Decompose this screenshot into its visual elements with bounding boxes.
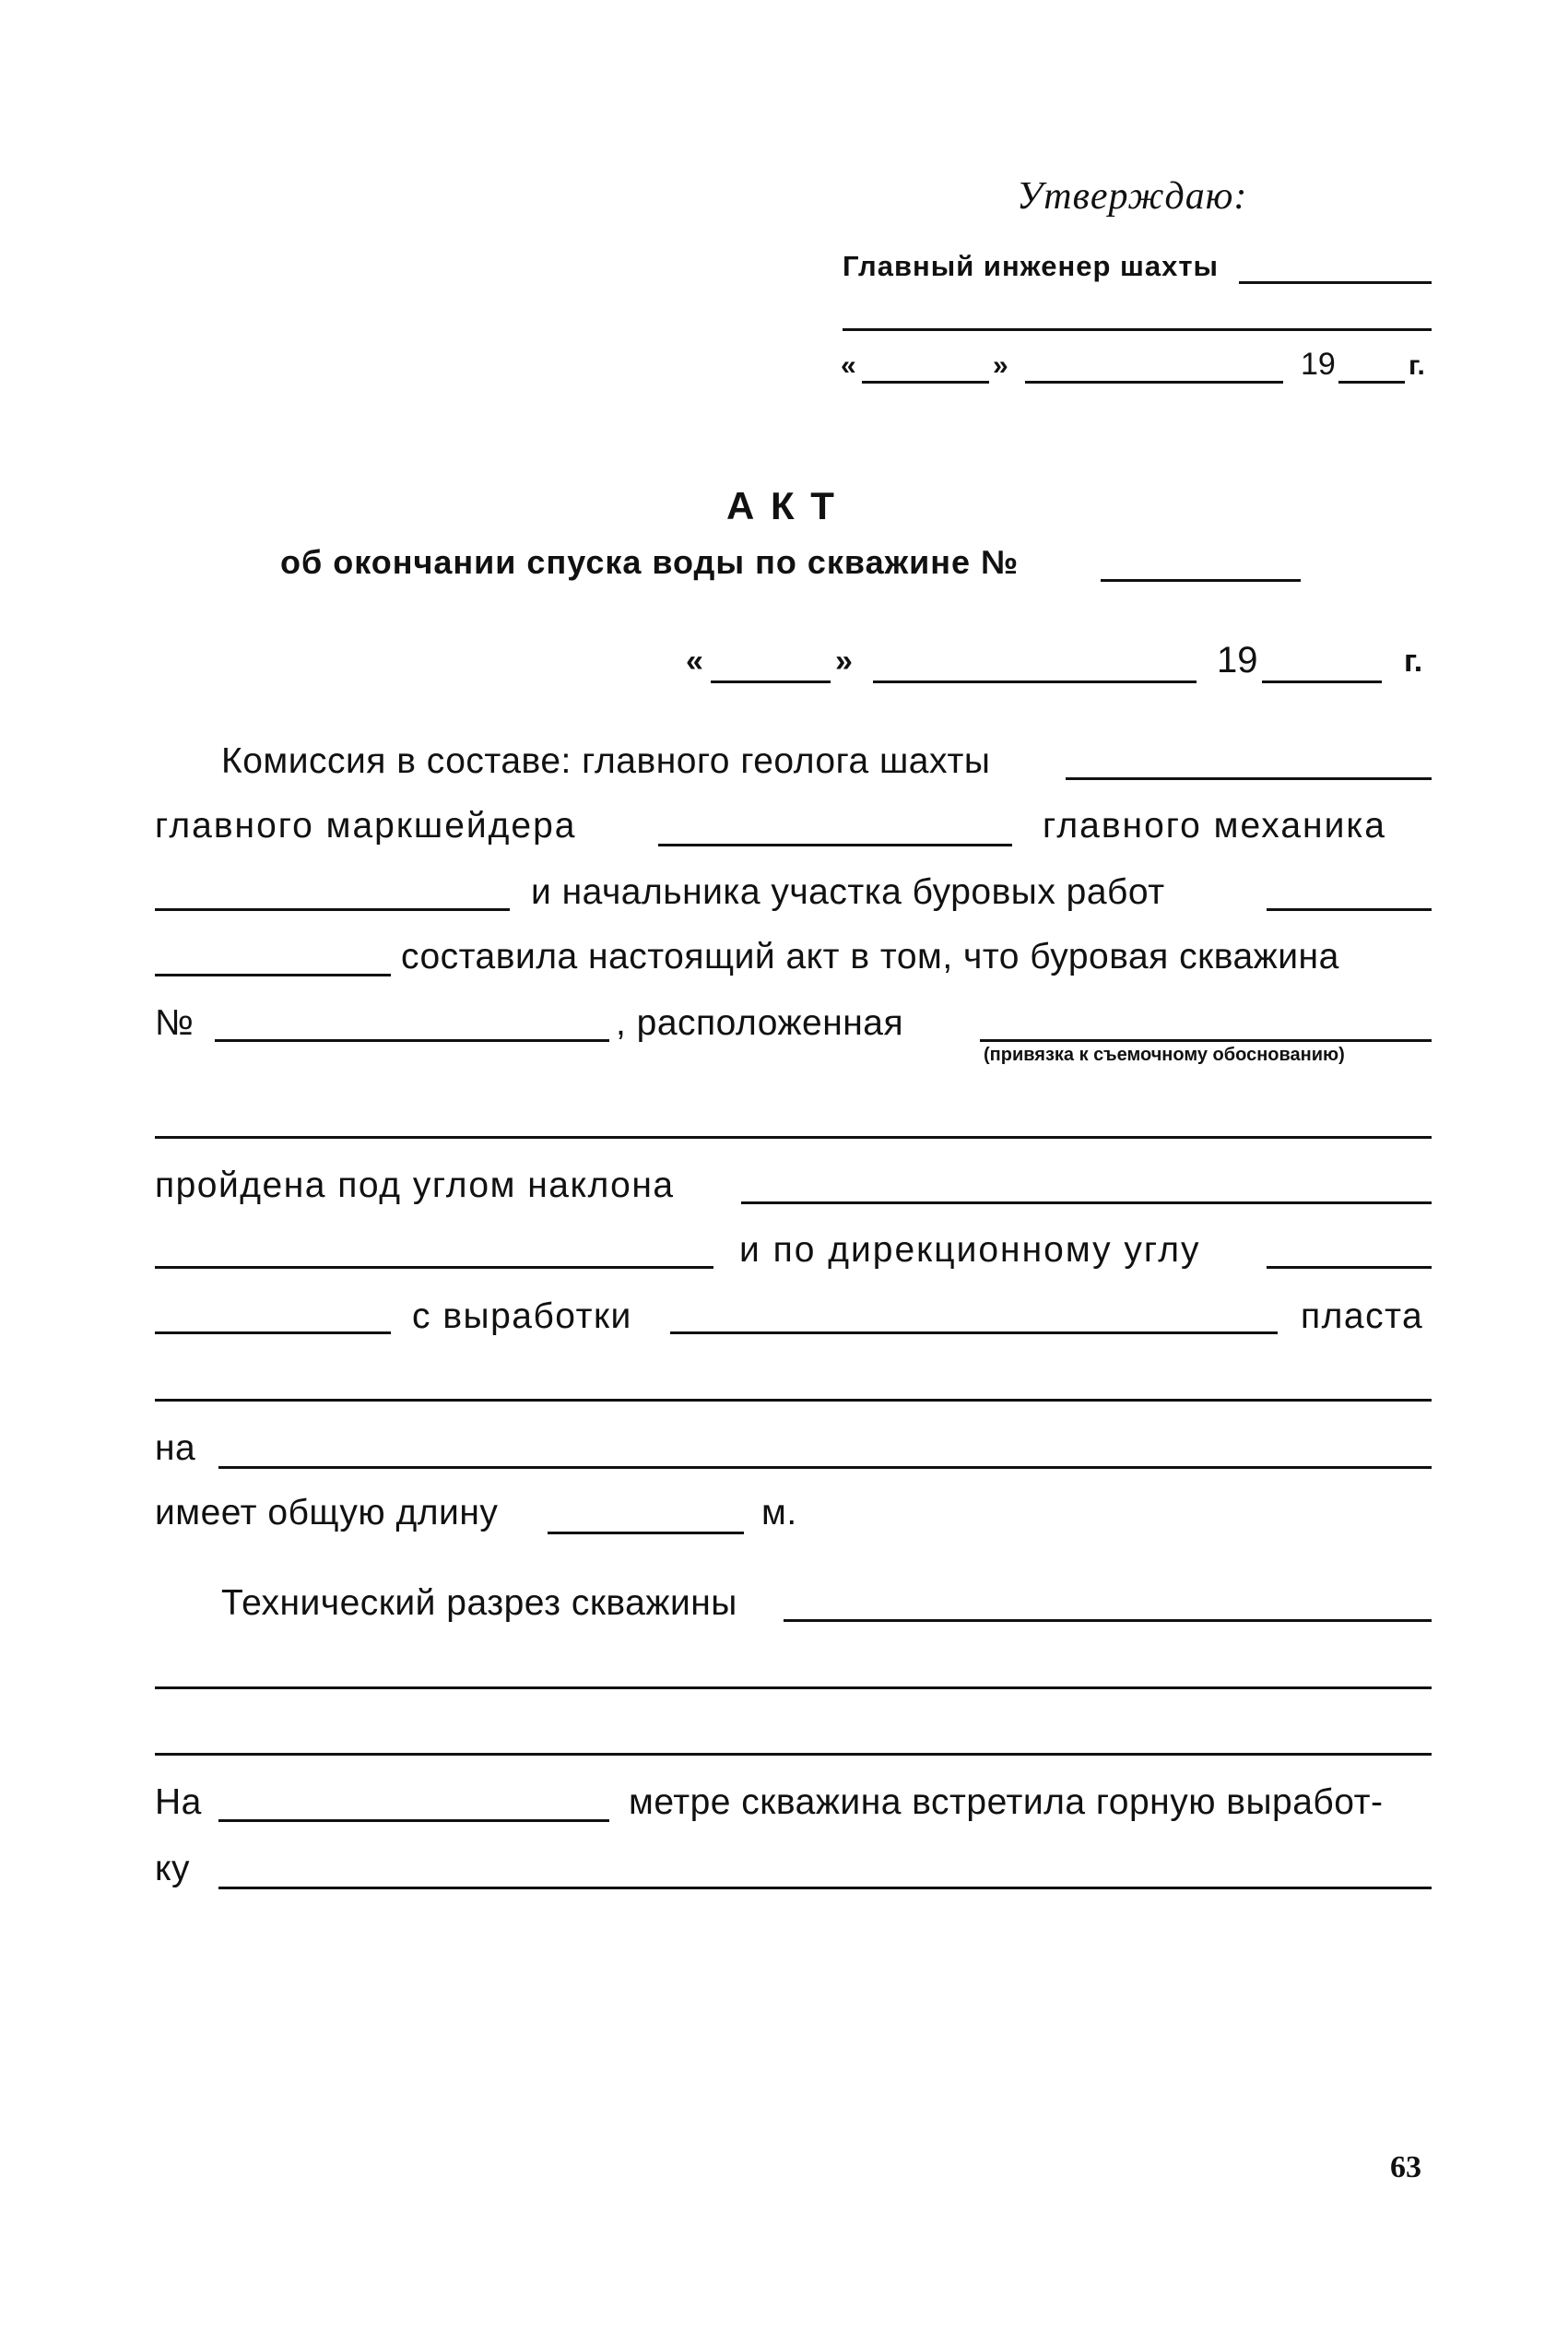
total-length-field[interactable] xyxy=(548,1532,744,1534)
meter-label: На xyxy=(155,1782,202,1822)
technical-section-field-2[interactable] xyxy=(155,1686,1432,1689)
drilling-head-label: и начальника участка буровых работ xyxy=(531,872,1165,912)
technical-section-field-3[interactable] xyxy=(155,1753,1432,1756)
approval-signature-field[interactable] xyxy=(1239,281,1432,284)
approval-month-field[interactable] xyxy=(1025,381,1283,384)
date-quote-close: » xyxy=(835,644,853,679)
approval-year-prefix: 19 xyxy=(1301,347,1336,382)
direction-angle-label: и по дирекционному углу xyxy=(739,1230,1201,1270)
inclination-field[interactable] xyxy=(741,1201,1432,1204)
approval-day-field[interactable] xyxy=(862,381,989,384)
approval-name-field[interactable] xyxy=(843,328,1432,331)
well-no-field[interactable] xyxy=(215,1039,609,1042)
chief-geologist-field[interactable] xyxy=(1066,777,1432,780)
seam-label: пласта xyxy=(1301,1296,1424,1336)
date-year-prefix: 19 xyxy=(1217,640,1258,680)
drilling-head-field-a[interactable] xyxy=(1267,908,1432,911)
approval-title: Утверждаю: xyxy=(1017,175,1248,218)
well-no-sign: № xyxy=(155,1003,195,1043)
approval-year-suffix: г. xyxy=(1409,350,1425,381)
document-subtitle: об окончании спуска воды по скважине № xyxy=(280,543,1020,581)
located-label: , расположенная xyxy=(616,1003,904,1043)
date-quote-open: « xyxy=(686,644,703,679)
location-caption: (привязка к съемочному обоснованию) xyxy=(984,1045,1345,1065)
total-length-label: имеет общую длину xyxy=(155,1493,499,1532)
encountered-working-field[interactable] xyxy=(218,1887,1432,1889)
location-field-continued[interactable] xyxy=(155,1136,1432,1139)
technical-section-label: Технический разрез скважины xyxy=(221,1583,737,1623)
working-field[interactable] xyxy=(670,1331,1278,1334)
encountered-working-label: метре скважина встретила горную выработ- xyxy=(629,1782,1384,1822)
document-title: А К Т xyxy=(726,484,837,527)
from-working-label: с выработки xyxy=(412,1296,632,1336)
chief-mechanic-field[interactable] xyxy=(155,908,510,911)
approval-quote-close: » xyxy=(993,350,1008,381)
act-statement: составила настоящий акт в том, что буровая скважина xyxy=(401,937,1339,976)
on-field[interactable] xyxy=(218,1466,1432,1469)
direction-angle-field[interactable] xyxy=(1267,1266,1432,1269)
commission-line: Комиссия в составе: главного геолога шахты xyxy=(221,741,991,781)
drilling-head-field-b[interactable] xyxy=(155,974,391,976)
date-year-field[interactable] xyxy=(1262,680,1382,683)
chief-surveyor-field[interactable] xyxy=(658,844,1012,846)
date-day-field[interactable] xyxy=(711,680,831,683)
page-number: 63 xyxy=(1390,2150,1421,2184)
working-label-end: ку xyxy=(155,1849,191,1888)
meters-unit: м. xyxy=(761,1493,797,1532)
date-month-field[interactable] xyxy=(873,680,1197,683)
inclination-field-continued[interactable] xyxy=(155,1266,713,1269)
on-label: на xyxy=(155,1428,196,1468)
chief-mechanic-label: главного механика xyxy=(1043,806,1386,846)
date-year-suffix: г. xyxy=(1404,644,1423,679)
direction-angle-field-continued[interactable] xyxy=(155,1331,391,1334)
seam-field-continued[interactable] xyxy=(155,1399,1432,1402)
inclination-label: пройдена под углом наклона xyxy=(155,1166,675,1205)
location-field[interactable] xyxy=(980,1039,1432,1042)
approval-year-field[interactable] xyxy=(1338,381,1405,384)
technical-section-field[interactable] xyxy=(784,1619,1432,1622)
approval-quote-open: « xyxy=(841,350,856,381)
chief-surveyor-label: главного маркшейдера xyxy=(155,806,577,846)
approval-position: Главный инженер шахты xyxy=(843,250,1219,282)
well-number-field[interactable] xyxy=(1101,579,1301,582)
meter-field[interactable] xyxy=(218,1819,609,1822)
